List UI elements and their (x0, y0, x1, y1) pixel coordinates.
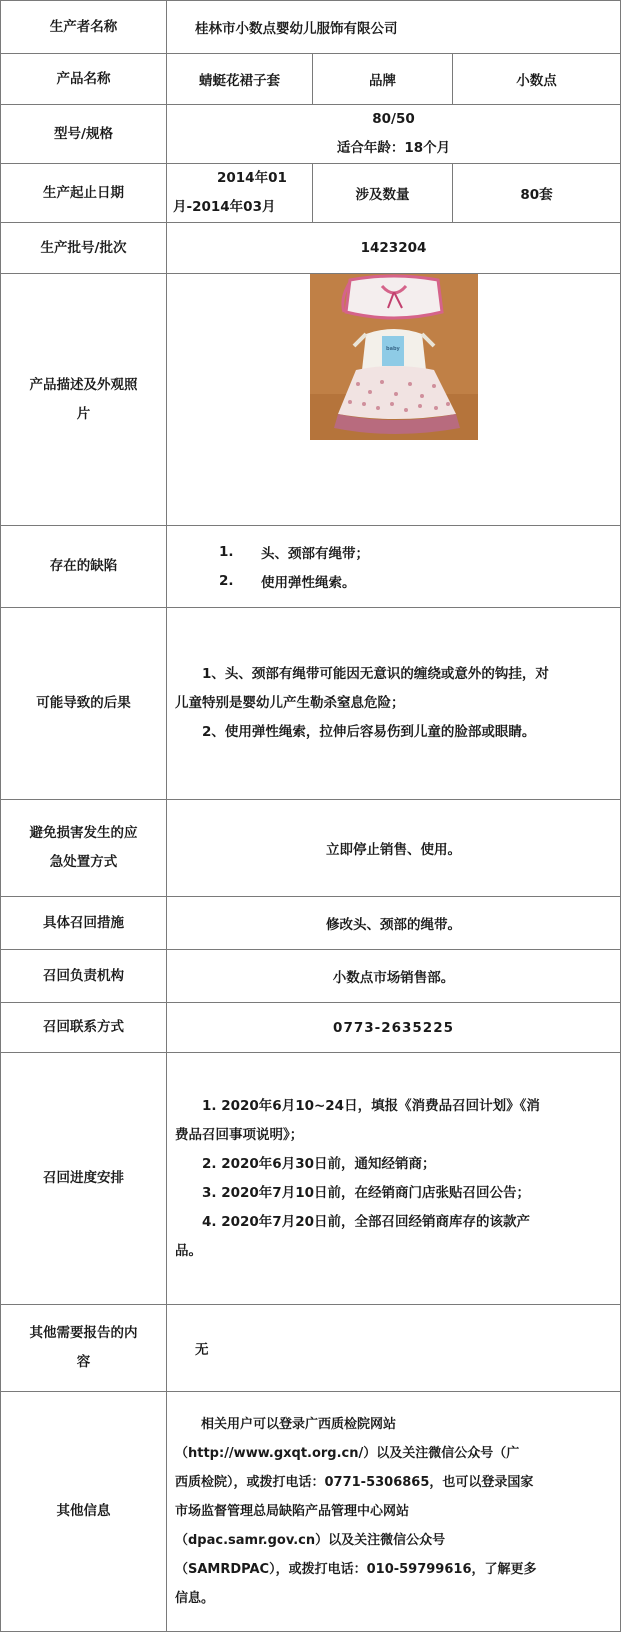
row-schedule (1, 1053, 621, 1305)
product-photo (310, 274, 478, 440)
defect-number: 2. (219, 573, 234, 589)
measures-label: 具体召回措施 (1, 897, 167, 950)
photo-label-line2: 片 (76, 405, 91, 422)
row-model (1, 105, 621, 164)
defect-text: 使用弹性绳索。 (261, 575, 356, 591)
model-value (167, 105, 621, 164)
model-label: 型号/规格 (1, 105, 167, 164)
schedule-text (167, 1053, 621, 1305)
other-info-text (167, 1392, 621, 1632)
other-info-line: （SAMRDPAC），或拨打电话：010-59799616，了解更多 (175, 1562, 537, 1577)
row-measures (1, 897, 621, 950)
emergency-value: 立即停止销售、使用。 (167, 800, 621, 897)
other-report-label-line2: 容 (76, 1354, 91, 1370)
other-info-line: 信息。 (175, 1591, 215, 1606)
row-org (1, 950, 621, 1003)
row-photo (1, 274, 621, 526)
contact-label: 召回联系方式 (1, 1003, 167, 1053)
brand-value: 小数点 (453, 54, 621, 105)
qty-value: 80套 (453, 164, 621, 223)
other-info-line: （http://www.gxqt.org.cn/）以及关注微信公众号（广 (175, 1446, 520, 1461)
org-value: 小数点市场销售部。 (167, 950, 621, 1003)
emergency-label-line1: 避免损害发生的应 (29, 825, 138, 841)
defect-item (219, 538, 620, 567)
other-info-line: 西质检院），或拨打电话：0771-5306865，也可以登录国家 (175, 1475, 534, 1490)
row-contact (1, 1003, 621, 1053)
defects-label: 存在的缺陷 (1, 526, 167, 608)
model-age: 适合年龄：18个月 (336, 140, 451, 156)
row-other-info (1, 1392, 621, 1632)
schedule-line: 4. 2020年7月20日前，全部召回经销商库存的该款产 (175, 1213, 530, 1230)
consequences-label: 可能导致的后果 (1, 608, 167, 800)
producer-value: 桂林市小数点婴幼儿服饰有限公司 (167, 1, 621, 54)
row-batch (1, 223, 621, 274)
batch-value: 1423204 (167, 223, 621, 274)
schedule-line: 3. 2020年7月10日前，在经销商门店张贴召回公告； (175, 1184, 530, 1201)
photo-label (1, 274, 167, 526)
schedule-line: 1. 2020年6月10~24日，填报《消费品召回计划》《消 (175, 1097, 540, 1114)
defect-text: 头、颈部有绳带； (261, 546, 369, 562)
other-info-line: （dpac.samr.gov.cn）以及关注微信公众号 (175, 1533, 446, 1548)
org-label: 召回负责机构 (1, 950, 167, 1003)
other-info-line: 市场监督管理总局缺陷产品管理中心网站 (175, 1504, 410, 1519)
other-report-label (1, 1305, 167, 1392)
other-info-line: 相关用户可以登录广西质检院网站 (175, 1417, 397, 1432)
row-defects (1, 526, 621, 608)
svg-text:baby: baby (385, 346, 400, 352)
other-report-value: 无 (167, 1305, 621, 1392)
row-producer (1, 1, 621, 54)
schedule-line: 品。 (175, 1242, 202, 1259)
photo-label-line1: 产品描述及外观照 (29, 376, 138, 393)
emergency-label (1, 800, 167, 897)
defect-number: 1. (219, 544, 234, 560)
schedule-label: 召回进度安排 (1, 1053, 167, 1305)
dates-value (167, 164, 313, 223)
consequences-line: 2、使用弹性绳索，拉伸后容易伤到儿童的脸部或眼睛。 (175, 724, 536, 740)
defect-item (219, 567, 620, 596)
defects-list (167, 526, 621, 608)
consequences-line: 1、头、颈部有绳带可能因无意识的缠绕或意外的钩挂，对 (175, 666, 549, 682)
row-emergency (1, 800, 621, 897)
batch-label: 生产批号/批次 (1, 223, 167, 274)
brand-label: 品牌 (313, 54, 453, 105)
model-size: 80/50 (372, 111, 415, 127)
row-consequences (1, 608, 621, 800)
consequences-text (167, 608, 621, 800)
emergency-label-line2: 急处置方式 (49, 854, 118, 870)
other-info-label: 其他信息 (1, 1392, 167, 1632)
qty-label: 涉及数量 (313, 164, 453, 223)
row-other-report (1, 1305, 621, 1392)
photo-cell (167, 274, 621, 526)
product-label: 产品名称 (1, 54, 167, 105)
measures-value: 修改头、颈部的绳带。 (167, 897, 621, 950)
dates-line2: 月-2014年03月 (173, 199, 276, 215)
product-value: 蜻蜓花裙子套 (167, 54, 313, 105)
dates-label: 生产起止日期 (1, 164, 167, 223)
other-report-label-line1: 其他需要报告的内 (29, 1325, 138, 1341)
row-product (1, 54, 621, 105)
schedule-line: 费品召回事项说明》； (175, 1126, 304, 1143)
row-dates (1, 164, 621, 223)
producer-label: 生产者名称 (1, 1, 167, 54)
contact-value: 0773-2635225 (167, 1003, 621, 1053)
schedule-line: 2. 2020年6月30日前，通知经销商； (175, 1155, 436, 1172)
consequences-line: 儿童特别是婴幼儿产生勒杀窒息危险； (175, 695, 405, 711)
dates-line1: 2014年01 (217, 170, 287, 186)
